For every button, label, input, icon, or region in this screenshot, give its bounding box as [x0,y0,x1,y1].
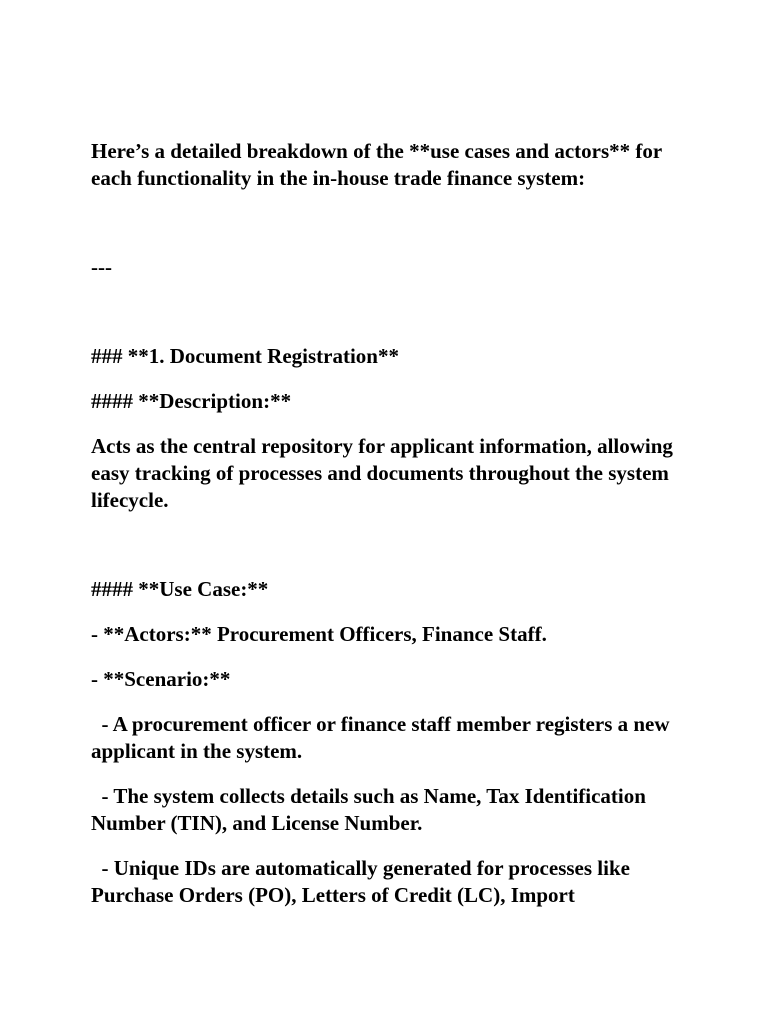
scenario-list-item: - **Scenario:** [91,667,231,691]
description-heading: #### **Description:** [91,389,292,413]
scenario-step: - Unique IDs are automatically generated for processes like Purchase Orders (PO), Letters of Credit (LC), Import [91,856,636,907]
use-case-heading: #### **Use Case:** [91,577,269,601]
document-body [91,138,691,909]
scenario-step: - A procurement officer or finance staff member registers a new applicant in the system. [91,712,675,763]
scenario-step: - The system collects details such as Name, Tax Identification Number (TIN), and License Number. [91,784,652,835]
description-paragraph: Acts as the central repository for applicant information, allowing easy tracking of processes and documents throughout the system lifecycle. [91,434,679,512]
actors-list-item: - **Actors:** Procurement Officers, Finance Staff. [91,622,547,646]
horizontal-rule-markdown: --- [91,255,112,279]
intro-paragraph: Here’s a detailed breakdown of the **use cases and actors** for each functionality in the in-house trade finance system: [91,139,668,190]
section-heading: ### **1. Document Registration** [91,344,399,368]
